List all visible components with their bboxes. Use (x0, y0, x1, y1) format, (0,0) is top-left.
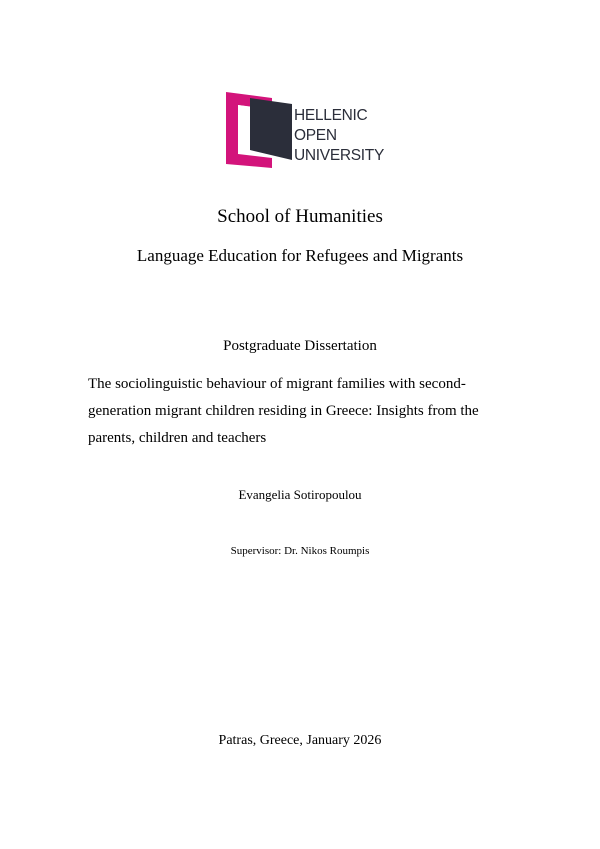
dissertation-title (88, 371, 518, 452)
dissertation-title-line: generation migrant children residing in Greece: Insights from the (88, 403, 479, 419)
supervisor: Supervisor: Dr. Nikos Roumpis (230, 545, 370, 557)
university-logo-mark (226, 88, 294, 170)
school-name: School of Humanities (217, 206, 383, 227)
dissertation-title-line: The sociolinguistic behaviour of migrant families with second- (88, 376, 466, 392)
wordmark-line-3: UNIVERSITY (294, 147, 385, 164)
author-name: Evangelia Sotiropoulou (238, 487, 362, 502)
university-logo (226, 88, 396, 170)
dissertation-title-line: parents, children and teachers (88, 430, 267, 446)
wordmark-line-1: HELLENIC (294, 107, 368, 124)
university-wordmark (294, 106, 384, 166)
place-and-date: Patras, Greece, January 2026 (218, 733, 382, 748)
document-type: Postgraduate Dissertation (223, 338, 377, 354)
wordmark-line-2: OPEN (294, 127, 337, 144)
program-name: Language Education for Refugees and Migrants (136, 246, 464, 265)
